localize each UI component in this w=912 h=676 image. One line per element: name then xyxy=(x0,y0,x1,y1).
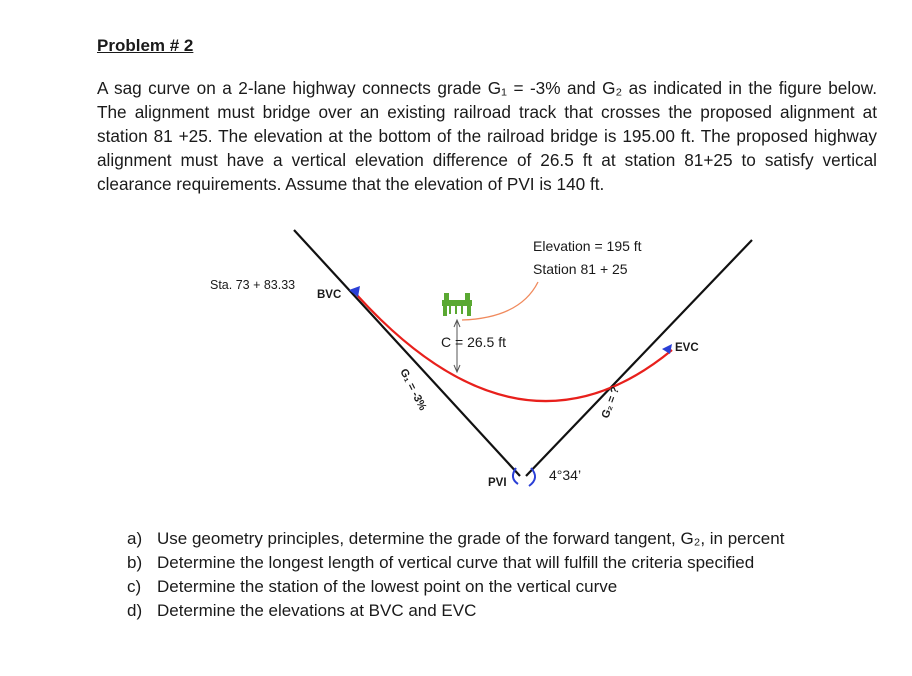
question-letter: b) xyxy=(127,553,143,572)
question-item xyxy=(127,527,784,551)
back-tangent-line xyxy=(294,230,520,476)
question-text: Determine the longest length of vertical curve that will fulfill the criteria specified xyxy=(157,553,755,572)
question-item xyxy=(127,599,784,623)
question-text: Determine the station of the lowest point on the vertical curve xyxy=(157,577,618,596)
question-list xyxy=(127,527,784,623)
problem-title: Problem # 2 xyxy=(97,36,194,55)
elevation-leader-line xyxy=(462,282,538,320)
clearance-label: C = 26.5 ft xyxy=(441,334,506,350)
question-letter: a) xyxy=(127,529,143,548)
g2-label: G₂ = ? xyxy=(599,385,623,421)
question-letter: c) xyxy=(127,577,142,596)
question-item xyxy=(127,551,784,575)
pvi-label: PVI xyxy=(488,477,507,489)
elevation-label: Elevation = 195 ft xyxy=(533,238,642,254)
problem-statement: A sag curve on a 2-lane highway connects grade G₁ = -3% and G₂ as indicated in the figure below. The alignment must bridge over an existing railroad track that crosses the proposed alignment at station 81 +25. The elevation at the bottom of the railroad bridge is 195.00 ft. The proposed highway alignment must have a vertical elevation difference of 26.5 ft at station 81+25 to satisfy vertical clearance requirements. Assume that the elevation of PVI is 140 ft. xyxy=(97,78,877,194)
g1-label: G₁ = -3% xyxy=(397,366,429,413)
bvc-label: BVC xyxy=(317,289,342,301)
station-label: Station 81 + 25 xyxy=(533,261,628,277)
railroad-bridge-icon xyxy=(442,293,472,316)
question-text: Determine the elevations at BVC and EVC xyxy=(157,601,477,620)
question-letter: d) xyxy=(127,601,143,620)
pvi-angle-arc-left-icon xyxy=(513,468,518,484)
bvc-station-label: Sta. 73 + 83.33 xyxy=(210,278,296,292)
question-text: Use geometry principles, determine the grade of the forward tangent, G₂, in percent xyxy=(157,529,785,548)
angle-label: 4°34’ xyxy=(549,467,582,483)
evc-label: EVC xyxy=(675,342,699,354)
question-item xyxy=(127,575,784,599)
